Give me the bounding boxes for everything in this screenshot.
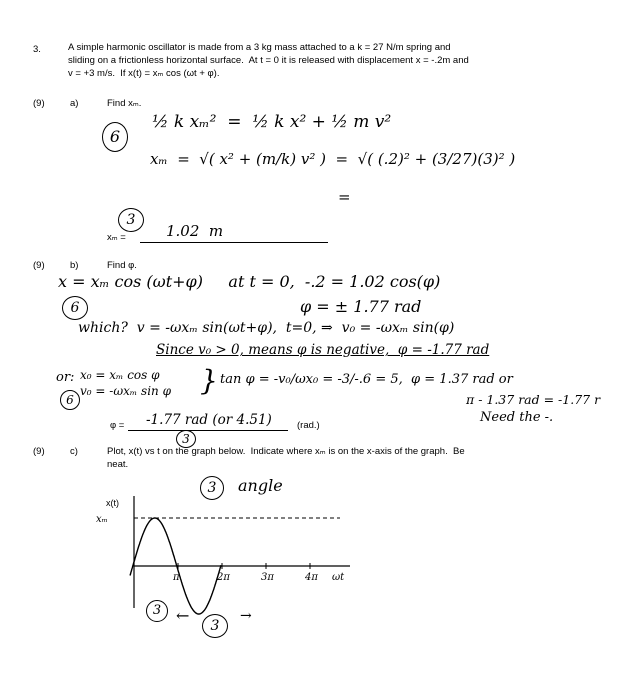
part-c-score-left-circle [146, 600, 168, 622]
part-b-answer-label: φ = [110, 420, 125, 431]
part-c-score-bottom: 3 [210, 618, 220, 634]
part-b-brace-line-1: x₀ = xₘ cos φ [80, 368, 160, 382]
part-b-answer: -1.77 rad (or 4.51) [146, 412, 272, 428]
part-c-score-left: 3 [152, 603, 162, 618]
part-b-points: (9) [33, 260, 45, 271]
part-b-or-score-circle [60, 390, 80, 410]
part-a-answer-line [140, 242, 328, 243]
part-c-score-note-word: angle [238, 476, 283, 495]
part-b-brace-line-2: v₀ = -ωxₘ sin φ [80, 384, 171, 398]
part-a-prompt: Find xₘ. [107, 98, 142, 109]
x-tick-label: 3π [261, 572, 274, 583]
x-tick-label: 2π [217, 572, 230, 583]
part-a-answer-label: xₘ = [107, 232, 126, 243]
part-c-score-bottom-circle [202, 614, 228, 638]
part-b-score-circle [62, 296, 88, 320]
xt-plot [96, 488, 370, 638]
part-b-letter: b) [70, 260, 79, 271]
part-b-score: 6 [70, 300, 80, 316]
part-b-tan-line: tan φ = -v₀/ωx₀ = -3/-.6 = 5, φ = 1.37 rad or [220, 372, 513, 387]
part-b-need-line: Need the -. [480, 410, 554, 425]
part-a-work-eq: = [338, 188, 351, 206]
part-a-answer-score: 3 [126, 212, 136, 228]
part-c-prompt-line-1: Plot, x(t) vs t on the graph below. Indicate where xₘ is on the x-axis of the graph. Be [107, 446, 465, 457]
part-c-score-note: 3 [207, 480, 217, 496]
part-c-arrow-left: ← [176, 606, 190, 625]
part-b-answer-unit: (rad.) [297, 420, 320, 431]
part-a-points: (9) [33, 98, 45, 109]
part-a-work-line-2: xₘ = √( x² + (m/k) v² ) = √( (.2)² + (3/27)(3)² ) [150, 150, 516, 168]
problem-statement-line-1: A simple harmonic oscillator is made from a 3 kg mass attached to a k = 27 N/m spring and [68, 42, 451, 53]
part-c-letter: c) [70, 446, 78, 457]
part-a-letter: a) [70, 98, 79, 109]
part-a-answer: 1.02 m [166, 222, 224, 240]
part-c-prompt-line-2: neat. [107, 459, 129, 470]
x-tick-label: π [173, 572, 180, 583]
problem-number: 3. [33, 44, 41, 55]
problem-statement-line-2: sliding on a frictionless horizontal surface. At t = 0 it is released with displacement x = -.2m and [68, 55, 469, 66]
part-a-work-line-1: ½ k xₘ² = ½ k x² + ½ m v² [152, 112, 392, 132]
part-b-answer-line [128, 430, 288, 431]
part-b-answer-score: 3 [182, 432, 190, 446]
part-a-answer-score-circle [118, 208, 144, 232]
part-b-prompt: Find φ. [107, 260, 137, 271]
x-axis-label: ωt [332, 572, 345, 583]
x-tick-label: 4π [305, 572, 318, 583]
part-b-alt-line: π - 1.37 rad = -1.77 r [466, 392, 601, 407]
part-a-score: 6 [109, 127, 121, 146]
part-b-line-4: Since v₀ > 0, means φ is negative, φ = -1.77 rad [156, 342, 490, 358]
part-b-line-1: x = xₘ cos (ωt+φ) at t = 0, -.2 = 1.02 cos(φ) [58, 272, 441, 291]
part-b-line-2: φ = ± 1.77 rad [300, 297, 422, 316]
part-c-points: (9) [33, 446, 45, 457]
part-a-score-circle [102, 122, 128, 152]
part-b-brace: } [200, 364, 218, 397]
part-c-arrow-right: → [240, 608, 252, 624]
y-axis-label: x(t) [106, 498, 119, 508]
xm-label: xₘ [96, 514, 108, 525]
part-b-or-label: or: [56, 370, 75, 385]
part-b-or-score: 6 [66, 393, 74, 407]
problem-statement-line-3: v = +3 m/s. If x(t) = xₘ cos (ωt + φ). [68, 68, 220, 79]
part-b-line-3: which? v = -ωxₘ sin(ωt+φ), t=0, ⇒ v₀ = -ωxₘ sin(φ) [78, 320, 455, 336]
